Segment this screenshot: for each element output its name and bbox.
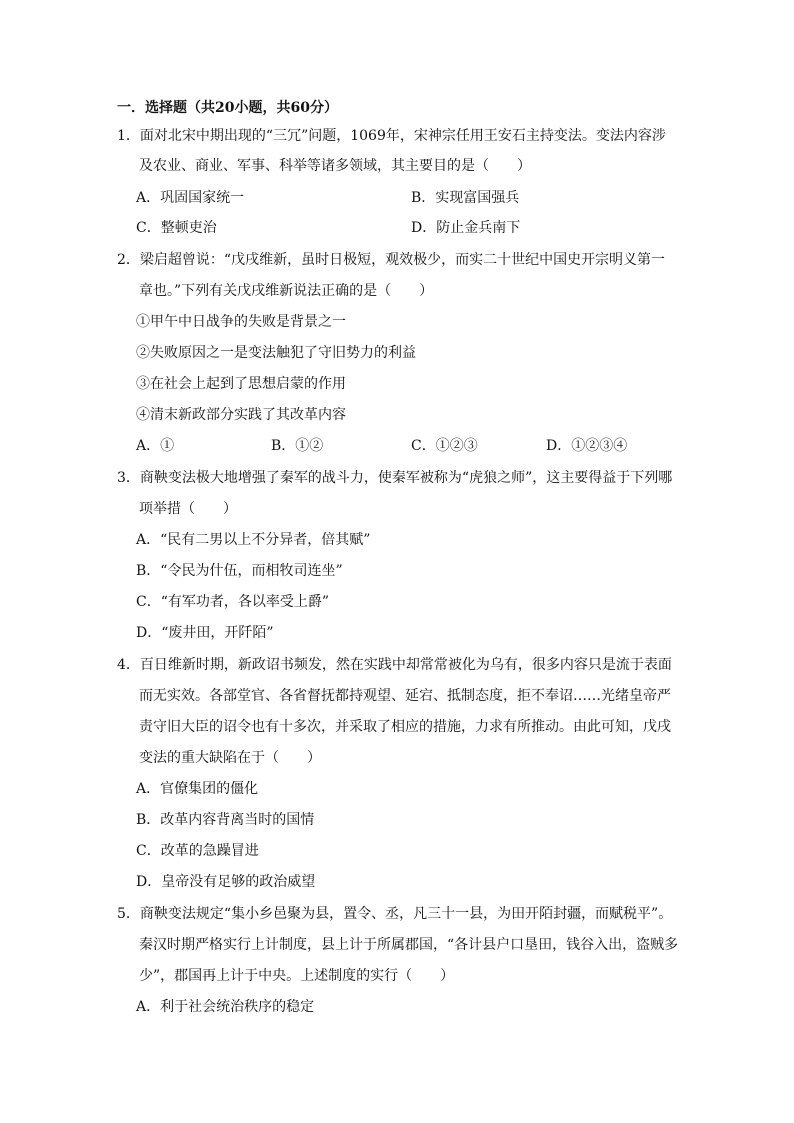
question-5-line-3: 少”，郡国再上计于中央。上述制度的实行（ ） (139, 968, 455, 984)
question-1-line-2: 及农业、商业、军事、科举等诸多领域，其主要目的是（ ） (139, 158, 531, 174)
question-1-option-a: A．巩固国家统一 (136, 190, 245, 206)
question-1-option-b: B．实现富国强兵 (411, 190, 520, 206)
question-3-option-a: A．“民有二男以上不分异者，倍其赋” (136, 532, 371, 548)
question-4-option-d: D．皇帝没有足够的政治威望 (136, 874, 316, 890)
question-3-option-c: C．“有军功者，各以率受上爵” (136, 594, 330, 610)
question-2-line-1: 2．梁启超曾说：“戊戌维新，虽时日极短，观效极少，而实二十世纪中国史开宗明义第一 (117, 252, 666, 268)
question-3-line-1: 3．商鞅变法极大地增强了秦军的战斗力，使秦军被称为“虎狼之师”，这主要得益于下列哪 (117, 470, 673, 486)
question-5-option-a: A．利于社会统治秩序的稳定 (136, 999, 315, 1015)
question-2-option-b: B．①② (271, 438, 324, 454)
question-2-option-c: C．①②③ (411, 438, 478, 454)
question-4-line-3: 责守旧大臣的诏令也有十多次，并采取了相应的措施，力求有所推动。由此可知，戊戌 (139, 719, 671, 735)
question-2-option-d: D．①②③④ (546, 438, 628, 454)
question-3-line-2: 项举措（ ） (139, 501, 237, 517)
question-3-option-b: B．“令民为什伍，而相牧司连坐” (136, 563, 343, 579)
question-1-line-1: 1．面对北宋中期出现的“三冗”问题，1069年，宋神宗任用王安石主持变法。变法内容涉 (117, 128, 666, 144)
question-2-option-a: A．① (136, 438, 175, 454)
question-5-line-2: 秦汉时期严格实行上计制度，县上计于所属郡国，“各计县户口垦田，钱谷入出，盗贼多 (139, 937, 679, 953)
question-1-option-c: C．整顿吏治 (136, 220, 217, 236)
question-2-item-4: ④清末新政部分实践了其改革内容 (136, 407, 346, 423)
question-5-line-1: 5．商鞅变法规定“集小乡邑聚为县，置令、丞，凡三十一县，为田开陌封疆，而赋税平”。 (117, 906, 673, 922)
section-title: 一．选择题（共20小题，共60分） (117, 100, 338, 116)
question-2-item-1: ①甲午中日战争的失败是背景之一 (136, 314, 346, 330)
question-1-option-d: D．防止金兵南下 (411, 220, 521, 236)
question-2-item-3: ③在社会上起到了思想启蒙的作用 (136, 376, 346, 392)
question-4-option-c: C．改革的急躁冒进 (136, 843, 259, 859)
question-2-item-2: ②失败原因之一是变法触犯了守旧势力的利益 (136, 345, 416, 361)
question-3-option-d: D．“废井田，开阡陌” (136, 625, 274, 641)
question-4-line-2: 而无实效。各部堂官、各省督抚都持观望、延宕、抵制态度，拒不奉诏……光绪皇帝严 (139, 688, 671, 704)
question-4-line-4: 变法的重大缺陷在于（ ） (139, 750, 321, 766)
question-4-option-b: B．改革内容背离当时的国情 (136, 812, 315, 828)
question-4-line-1: 4．百日维新时期，新政诏书频发，然在实践中却常常被化为乌有，很多内容只是流于表面 (117, 657, 672, 673)
question-2-line-2: 章也。”下列有关戊戌维新说法正确的是（ ） (139, 283, 434, 299)
question-4-option-a: A．官僚集团的僵化 (136, 781, 259, 797)
